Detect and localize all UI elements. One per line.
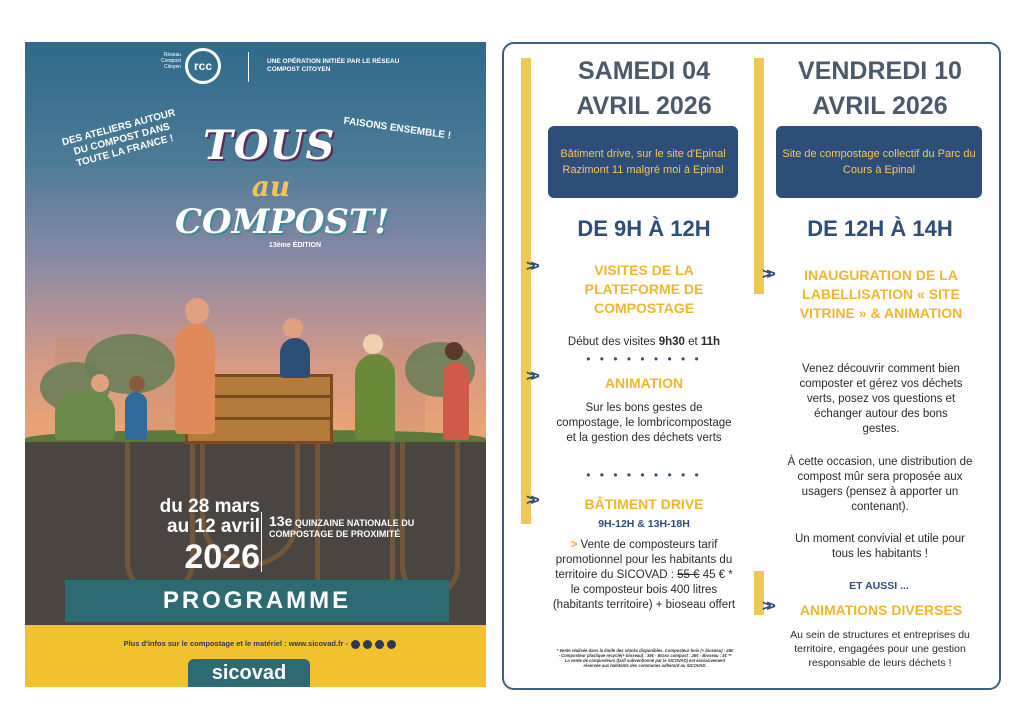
dotted-divider: • • • • • • • • • <box>586 468 702 482</box>
drive-text-b: 45 € * le composteur bois 400 litres (habitants territoire) + bioseau offert <box>552 569 736 611</box>
year: 2026 <box>184 538 260 576</box>
left-section-visites: VISITES DE LA PLATEFORME DE COMPOSTAGE <box>584 262 704 316</box>
visites-time-2: 11h <box>700 336 721 348</box>
right-section-animations: ANIMATIONS DIVERSES <box>799 602 963 618</box>
edition-label: 13ème ÉDITION <box>268 242 322 249</box>
left-visites-time <box>544 335 744 350</box>
logo-divider <box>248 52 249 82</box>
double-chevron-right-icon: >> <box>762 266 771 283</box>
dotted-divider: • • • • • • • • • <box>586 352 702 366</box>
drive-old-price: 55 € <box>677 569 700 581</box>
quinzaine-text: QUINZAINE NATIONALE DU COMPOSTAGE DE PROXIMITÉ <box>269 518 415 539</box>
double-chevron-right-icon: >> <box>526 492 535 509</box>
program-panel <box>502 42 1001 690</box>
quinzaine-number: 13e <box>269 513 293 529</box>
visites-and: et <box>684 336 701 348</box>
quinzaine-label <box>269 513 429 540</box>
drive-text-a: Vente de composteurs tarif promotionnel pour les habitants du territoire du SICOVAD : <box>555 539 733 581</box>
ensemble-slogan: FAISONS ENSEMBLE ! <box>342 115 452 142</box>
date-start: du 28 mars <box>159 496 260 517</box>
facebook-icon[interactable] <box>351 640 360 649</box>
ateliers-slogan: DES ATELIERS AUTOUR DU COMPOST DANS TOUTE LA FRANCE ! <box>60 107 177 170</box>
right-aussi: ET AUSSI ... <box>849 580 909 592</box>
double-chevron-right-icon: >> <box>762 598 771 615</box>
person-illustration <box>91 374 109 392</box>
logo-caption: Réseau Compost Citoyen <box>160 52 181 70</box>
right-inauguration-body-3: Un moment convivial et utile pour tous les habitants ! <box>794 533 966 560</box>
programme-banner: PROGRAMME <box>65 580 449 622</box>
person-illustration <box>129 376 145 392</box>
left-section-drive: BÂTIMENT DRIVE <box>584 496 704 512</box>
info-link-text[interactable]: Plus d'infos sur le compostage et le matériel : www.sicovad.fr - <box>123 639 349 648</box>
double-chevron-right-icon: >> <box>526 368 535 385</box>
right-section-inauguration: INAUGURATION DE LA LABELLISATION « SITE VITRINE » & ANIMATION <box>799 267 963 321</box>
person-illustration <box>55 392 115 440</box>
date-range <box>120 497 260 577</box>
left-hours: DE 9H À 12H <box>577 216 711 241</box>
left-place: Bâtiment drive, sur le site d'Epinal Razimont 11 malgré moi à Epinal <box>548 126 738 198</box>
right-animations-body: Au sein de structures et entreprises du territoire, engagées pour une gestion responsable de leurs déchets ! <box>790 629 970 669</box>
arrow-icon: > <box>570 539 578 551</box>
info-text <box>60 639 460 649</box>
title-compost: COMPOST! <box>175 202 390 242</box>
initiative-text: UNE OPÉRATION INITIÉE PAR LE RÉSEAU COMPOST CITOYEN <box>267 58 400 73</box>
person-illustration <box>125 392 147 440</box>
date-divider <box>261 512 262 572</box>
date-end: au 12 avril <box>167 516 260 537</box>
double-chevron-right-icon: >> <box>526 258 535 275</box>
tiktok-icon[interactable] <box>387 640 396 649</box>
left-animation-body: Sur les bons gestes de compostage, le lombricompostage et la gestion des déchets verts <box>556 402 732 444</box>
left-day: SAMEDI 04 <box>578 57 710 85</box>
left-accent-bar <box>521 58 531 524</box>
left-section-animation: ANIMATION <box>604 375 684 391</box>
right-month: AVRIL 2026 <box>812 92 948 120</box>
left-drive-hours: 9H-12H & 13H-18H <box>598 518 690 530</box>
right-accent-bar <box>754 58 764 294</box>
right-hours: DE 12H À 14H <box>807 216 953 241</box>
person-illustration <box>283 318 303 338</box>
visites-text: Début des visites <box>567 336 659 348</box>
sicovad-logo: sicovad <box>188 659 310 687</box>
title-au: au <box>251 170 291 203</box>
rcc-logo: rcc <box>185 48 221 84</box>
right-day: VENDREDI 10 <box>798 57 962 85</box>
person-illustration <box>185 298 209 324</box>
person-illustration <box>355 354 395 440</box>
left-drive-body <box>552 538 736 613</box>
visites-time-1: 9h30 <box>658 336 685 348</box>
right-inauguration-body-2: À cette occasion, une distribution de compost mûr sera proposée aux usagers (pensez à apporter un contenant). <box>787 456 973 513</box>
left-month: AVRIL 2026 <box>576 92 712 120</box>
person-illustration <box>445 342 463 360</box>
instagram-icon[interactable] <box>363 640 372 649</box>
person-illustration <box>175 324 215 434</box>
linkedin-icon[interactable] <box>375 640 384 649</box>
person-illustration <box>363 334 383 354</box>
poster <box>25 42 486 687</box>
right-place: Site de compostage collectif du Parc du Cours à Epinal <box>776 126 982 198</box>
right-inauguration-body: Venez découvrir comment bien composter et gérez vos déchets verts, posez vos questions et échanger autour des bons gestes. <box>799 363 963 435</box>
title-tous: TOUS <box>203 122 336 169</box>
person-illustration <box>280 338 310 378</box>
person-illustration <box>443 362 469 440</box>
left-footnote: * Vente réalisée dans la limite des stocks disponibles. Composteur bois (+ bioseau) : 48€ - Composteur plastique recyclé(+ bioseau) : 35€ - Brass compost : 25€ - Bioseau : 4€ ** La vente de composteurs (tarif subventionné par le SICOVAD) est exclusivement réservée aux habitants des communes adhérant au SICOVAD. <box>556 648 734 668</box>
